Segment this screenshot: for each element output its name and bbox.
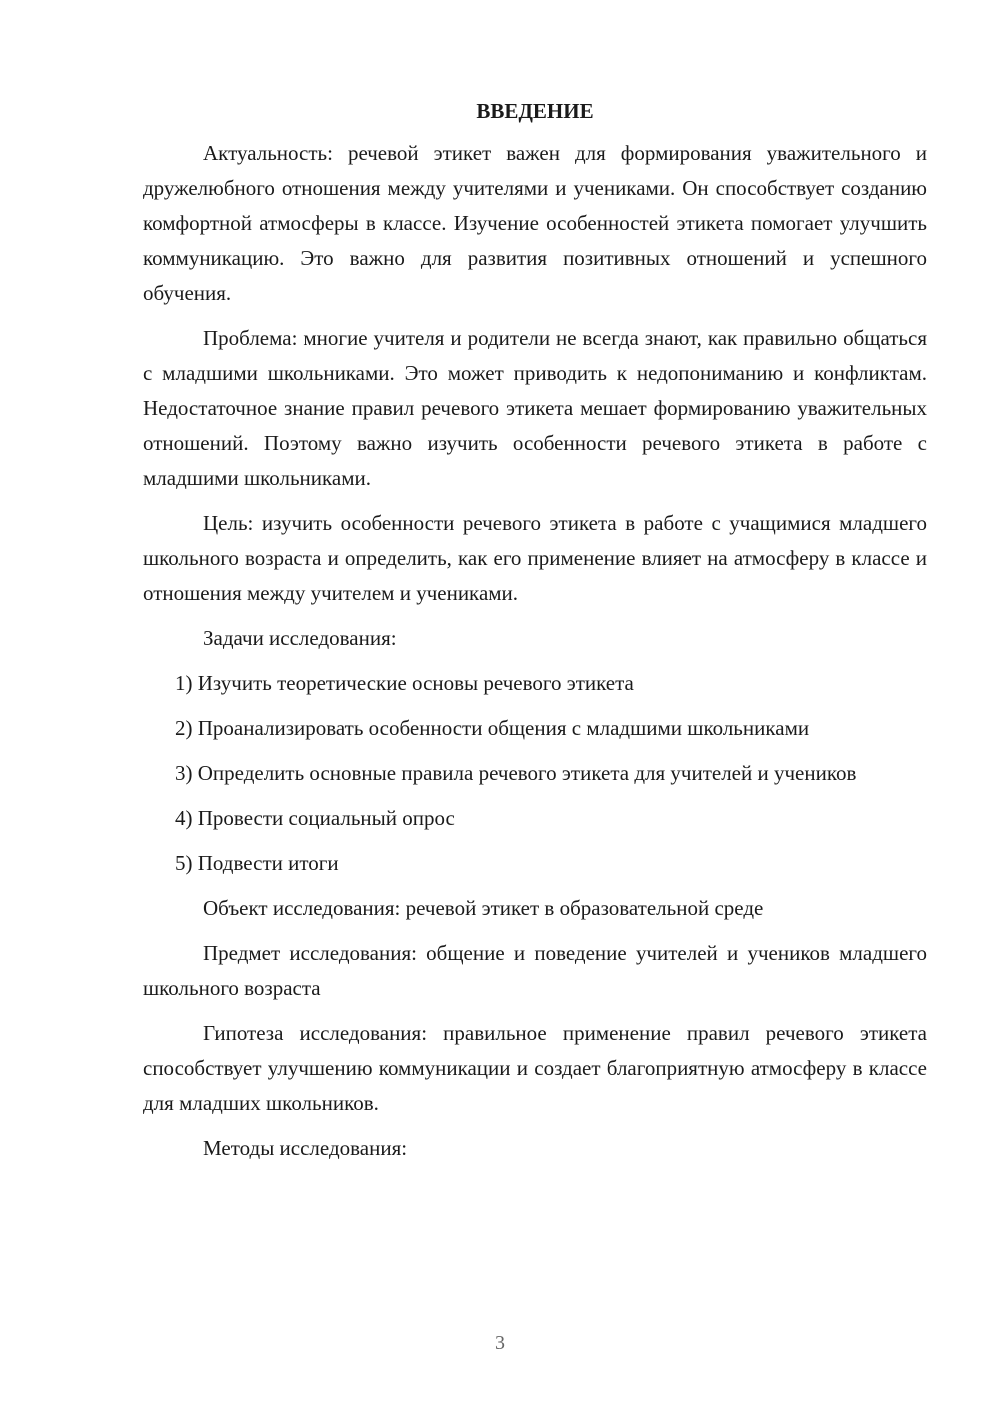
object-paragraph: Объект исследования: речевой этикет в образовательной среде: [203, 896, 764, 920]
methods-heading: Методы исследования:: [203, 1136, 408, 1160]
task-item: 3) Определить основные правила речевого этикета для учителей и учеников: [175, 761, 857, 785]
relevance-paragraph: Актуальность: речевой этикет важен для формирования уважительного и дружелюбного отношения между учителями и учениками. Он способствует созданию комфортной атмосферы в классе. Изучение особенностей этикета помогает улучшить коммуникацию. Это важно для развития позитивных отношений и успешного обучения.: [143, 141, 927, 305]
section-title: ВВЕДЕНИЕ: [476, 99, 594, 123]
task-item: 1) Изучить теоретические основы речевого этикета: [175, 671, 634, 695]
goal-paragraph: Цель: изучить особенности речевого этикета в работе с учащимися младшего школьного возраста и определить, как его применение влияет на атмосферу в классе и отношения между учителем и учениками.: [143, 511, 927, 605]
document-page: [143, 96, 927, 1176]
task-item: 4) Провести социальный опрос: [175, 806, 455, 830]
subject-paragraph: Предмет исследования: общение и поведение учителей и учеников младшего школьного возраста: [143, 941, 927, 1000]
tasks-heading: Задачи исследования:: [203, 626, 397, 650]
task-item: 5) Подвести итоги: [175, 851, 339, 875]
problem-paragraph: Проблема: многие учителя и родители не всегда знают, как правильно общаться с младшими школьниками. Это может приводить к недопониманию и конфликтам. Недостаточное знание правил речевого этикета мешает формированию уважительных отношений. Поэтому важно изучить особенности речевого этикета в работе с младшими школьниками.: [143, 326, 927, 490]
task-item: 2) Проанализировать особенности общения с младшими школьниками: [175, 716, 810, 740]
hypothesis-paragraph: Гипотеза исследования: правильное применение правил речевого этикета способствует улучшению коммуникации и создает благоприятную атмосферу в классе для младших школьников.: [143, 1021, 927, 1115]
page-number: 3: [495, 1332, 505, 1354]
